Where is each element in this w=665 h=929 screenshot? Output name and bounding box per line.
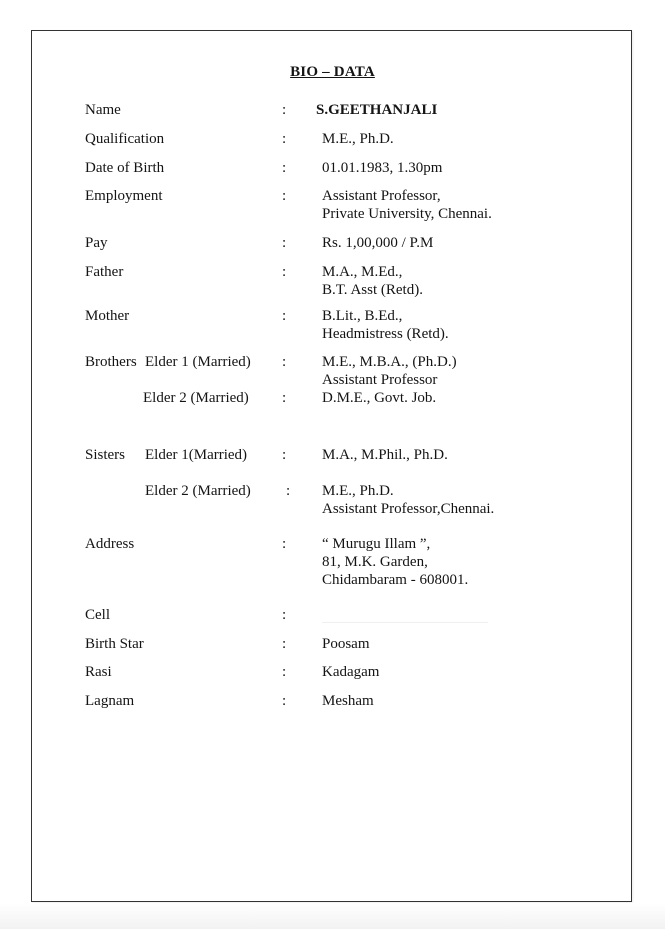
- name-label: Name: [85, 102, 121, 118]
- employment-label: Employment: [85, 188, 163, 204]
- brothers-label: Brothers: [85, 354, 137, 370]
- sister-elder1-value: M.A., M.Phil., Ph.D.: [322, 447, 448, 463]
- dob-colon: :: [282, 160, 287, 176]
- brother-elder1-colon: :: [282, 354, 287, 370]
- page-bottom-margin: [0, 903, 665, 929]
- pay-label: Pay: [85, 235, 108, 251]
- pay-value: Rs. 1,00,000 / P.M: [322, 235, 434, 251]
- brother-elder1-label: Elder 1 (Married): [145, 354, 251, 370]
- mother-label: Mother: [85, 308, 130, 324]
- mother-value-line1: B.Lit., B.Ed.,: [322, 308, 403, 324]
- employment-value-line2: Private University, Chennai.: [322, 206, 492, 222]
- lagnam-colon: :: [282, 693, 287, 709]
- father-value-line2: B.T. Asst (Retd).: [322, 282, 423, 298]
- brother-elder2-value: D.M.E., Govt. Job.: [322, 390, 437, 406]
- address-value-line1: “ Murugu Illam ”,: [322, 536, 431, 552]
- document-title: BIO – DATA: [290, 64, 375, 80]
- sisters-label: Sisters: [85, 447, 126, 463]
- brother-elder1-value-line2: Assistant Professor: [322, 372, 438, 388]
- dob-label: Date of Birth: [85, 160, 165, 176]
- address-value-line2: 81, M.K. Garden,: [322, 554, 428, 570]
- brother-elder1-value-line1: M.E., M.B.A., (Ph.D.): [322, 354, 457, 370]
- brother-elder2-label: Elder 2 (Married): [143, 390, 249, 406]
- rasi-label: Rasi: [85, 664, 112, 680]
- qualification-colon: :: [282, 131, 287, 147]
- birth-star-value: Poosam: [322, 636, 370, 652]
- name-colon: :: [282, 102, 287, 118]
- brother-elder2-colon: :: [282, 390, 287, 406]
- lagnam-value: Mesham: [322, 693, 374, 709]
- father-value-line1: M.A., M.Ed.,: [322, 264, 403, 280]
- birth-star-colon: :: [282, 636, 287, 652]
- sister-elder2-colon: :: [286, 483, 291, 499]
- rasi-colon: :: [282, 664, 287, 680]
- lagnam-label: Lagnam: [85, 693, 135, 709]
- rasi-value: Kadagam: [322, 664, 380, 680]
- sister-elder2-value-line1: M.E., Ph.D.: [322, 483, 394, 499]
- sister-elder2-value-line2: Assistant Professor,Chennai.: [322, 501, 495, 517]
- mother-colon: :: [282, 308, 287, 324]
- employment-value-line1: Assistant Professor,: [322, 188, 441, 204]
- qualification-label: Qualification: [85, 131, 165, 147]
- qualification-value: M.E., Ph.D.: [322, 131, 394, 147]
- address-colon: :: [282, 536, 287, 552]
- father-colon: :: [282, 264, 287, 280]
- dob-value: 01.01.1983, 1.30pm: [322, 160, 443, 176]
- name-value: S.GEETHANJALI: [316, 102, 438, 118]
- cell-colon: :: [282, 607, 287, 623]
- cell-redaction: [322, 622, 488, 623]
- address-label: Address: [85, 536, 135, 552]
- mother-value-line2: Headmistress (Retd).: [322, 326, 449, 342]
- sister-elder1-colon: :: [282, 447, 287, 463]
- father-label: Father: [85, 264, 124, 280]
- pay-colon: :: [282, 235, 287, 251]
- cell-label: Cell: [85, 607, 110, 623]
- address-value-line3: Chidambaram - 608001.: [322, 572, 469, 588]
- sister-elder1-label: Elder 1(Married): [145, 447, 248, 463]
- birth-star-label: Birth Star: [85, 636, 144, 652]
- employment-colon: :: [282, 188, 287, 204]
- sister-elder2-label: Elder 2 (Married): [145, 483, 251, 499]
